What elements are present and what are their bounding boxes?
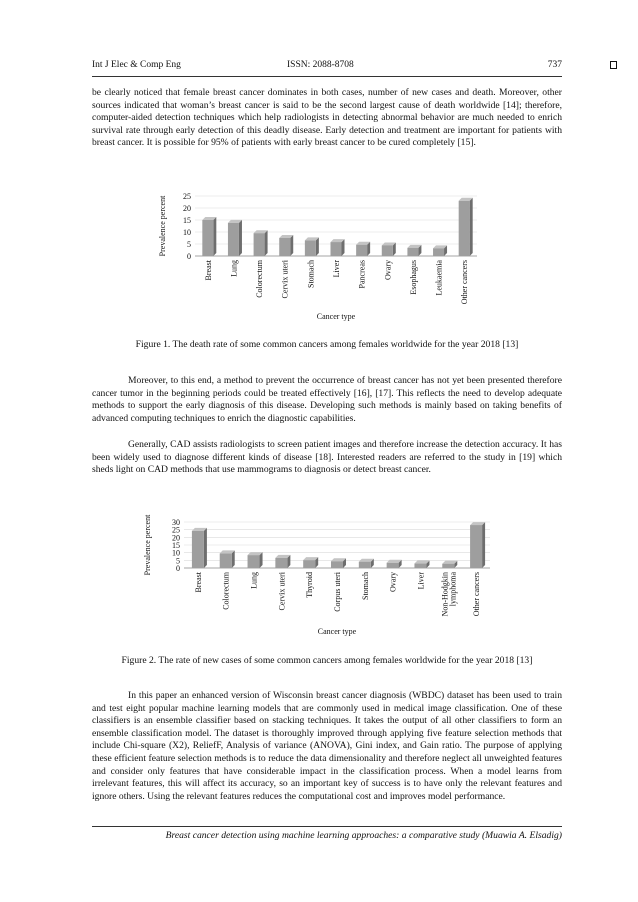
bar-cervix-uteri	[275, 555, 290, 568]
x-tick-label-line: lymphoma	[448, 572, 458, 607]
bar-breast	[202, 217, 216, 256]
paragraph-intro: be clearly noticed that female breast cancer dominates in both cases, number of new cases and death. Moreover, other sources indicated that woman’s breast cancer is said to be the second largest cause of death worldwide [14]; therefore, computer-aided detection techniques which help radiologists in detecting abnormal behavior are much needed to enrich survival rate through early detection of this deadly disease. Early detection and treatment are important for patients with breast cancer. It is possible for 95% of patients with early breast cancer to be cured completely [15].	[92, 87, 562, 149]
bar-thyroid	[303, 557, 318, 568]
bar-front	[254, 233, 265, 256]
checkbox-square-icon	[610, 61, 617, 69]
y-tick-label: 20	[183, 204, 191, 213]
x-tick-label: Pancreas	[357, 260, 367, 289]
y-tick-label: 25	[172, 525, 180, 535]
bar-side	[204, 528, 207, 568]
x-tick-label: Colorectum	[255, 260, 265, 298]
paragraph-prevention: Moreover, to this end, a method to prevent the occurrence of breast cancer has not yet been presented therefore cancer tumor in the beginning periods could be treated effectively [16], [17]. This reflects the need to develop adequate methods to support the early diagnosis of this disease. Developing such methods is mainly based on taking benefits of advanced computing techniques to enrich the diagnostic capabilities.	[92, 375, 562, 424]
x-tick-label: Cervix uteri	[277, 572, 287, 611]
y-tick-label: 0	[176, 564, 180, 573]
x-tick-label: Other cancers	[460, 260, 470, 305]
bar-stomach	[359, 559, 374, 568]
bar-front	[331, 242, 342, 256]
x-axis-label: Cancer type	[317, 627, 357, 636]
y-tick-label: 15	[183, 216, 191, 225]
bar-front	[192, 531, 204, 568]
bar-side	[290, 235, 293, 256]
y-axis-label: Prevalence percent	[143, 514, 152, 576]
figure-2-caption: Figure 2. The rate of new cases of some common cancers among females worldwide for the year 2018 [13]	[121, 655, 533, 666]
x-tick-label: Esophagus	[408, 260, 418, 295]
bar-liver	[331, 239, 345, 256]
y-tick-label: 15	[172, 541, 180, 550]
y-tick-label: 5	[176, 556, 180, 566]
bar-other-cancers	[470, 522, 485, 568]
bar-stomach	[305, 237, 319, 256]
x-tick-label: Other cancers	[472, 572, 482, 617]
bar-side	[470, 198, 473, 256]
bar-breast	[192, 528, 207, 568]
bar-front	[305, 240, 316, 256]
paragraph-method: In this paper an enhanced version of Wisconsin breast cancer diagnosis (WBDC) dataset has been used to train and test eight popular machine learning models that are commonly used in medical image classification. One of these classifiers is an ensemble classifier based on stacking techniques. It takes the output of all other classifiers to form an ensemble classification model. The dataset is thoroughly improved through applying five feature selection methods that include Chi-square (X2), ReliefF, Analysis of variance (ANOVA), Gini index, and Gain ratio. The purpose of applying these efficient feature selection methods is to reduce the data dimensionality and therefore neglect all unweighted features and consider only features that have considerable impact in the classification process. When a model learns from irrelevant features, this will affect its accuracy, so an important key of success is to have only the relevant features and ignore others. Using the relevant features reduces the computational cost and improves model performance.	[92, 690, 562, 802]
bar-liver	[414, 561, 429, 568]
x-tick-label: Ovary	[388, 572, 398, 592]
x-tick-label: Stomach	[360, 572, 370, 600]
bar-side	[316, 237, 319, 256]
x-tick-label: Liver	[332, 260, 341, 278]
y-tick-label: 10	[172, 548, 180, 558]
bar-front	[279, 238, 290, 256]
bar-front	[228, 223, 239, 256]
y-tick-label: 10	[183, 228, 191, 237]
bar-front	[275, 558, 287, 568]
bar-ovary	[382, 242, 396, 256]
page-number: 737	[547, 60, 562, 70]
bar-pancreas	[356, 242, 370, 256]
x-tick-label: Corpus uteri	[333, 572, 342, 612]
bar-front	[220, 553, 232, 568]
bar-leukaemia	[433, 245, 447, 256]
issn: ISSN: 2088-8708	[287, 60, 354, 70]
x-tick-label: Colorectum	[221, 572, 231, 610]
bar-lung	[228, 220, 242, 256]
bar-side	[482, 522, 485, 568]
bar-other-cancers	[459, 198, 473, 256]
bar-lung	[248, 552, 263, 568]
bar-front	[303, 560, 315, 568]
x-tick-label: Lung	[249, 572, 259, 589]
bar-front	[442, 564, 454, 568]
bar-front	[414, 564, 426, 568]
bar-colorectum	[254, 230, 268, 256]
figure-1-chart	[155, 182, 495, 324]
bar-front	[202, 220, 213, 256]
page-header	[92, 60, 562, 74]
header-divider	[92, 76, 562, 77]
x-tick-label	[440, 572, 457, 617]
page-footer: Breast cancer detection using machine learning approaches: a comparative study (Muawia A. Elsadig)	[165, 830, 562, 841]
x-tick-label: Liver	[416, 572, 426, 590]
y-tick-label: 5	[187, 240, 191, 249]
bar-front	[359, 562, 371, 568]
bar-cervix-uteri	[279, 235, 293, 256]
bar-front	[382, 245, 393, 256]
figure-1-caption: Figure 1. The death rate of some common cancers among females worldwide for the year 2018 [13]	[135, 339, 519, 350]
bar-front	[459, 201, 470, 256]
x-axis-label: Cancer type	[316, 312, 356, 321]
y-tick-label: 0	[187, 252, 191, 261]
bar-ovary	[387, 560, 402, 568]
x-tick-label: Breast	[193, 572, 203, 593]
bar-side	[232, 550, 235, 568]
bar-front	[331, 561, 343, 568]
y-tick-label: 25	[183, 192, 191, 201]
x-tick-label: Thyroid	[305, 572, 315, 598]
bar-side	[213, 217, 216, 256]
x-tick-label: Leukaemia	[434, 260, 444, 296]
x-tick-label: Lung	[229, 260, 239, 277]
bar-corpus-uteri	[331, 558, 346, 568]
y-axis-label: Prevalence percent	[158, 195, 167, 257]
x-tick-label: Stomach	[306, 260, 316, 288]
y-tick-label: 30	[172, 518, 180, 527]
x-tick-label: Ovary	[383, 260, 393, 280]
footer-divider	[92, 826, 562, 827]
bar-side	[265, 230, 268, 256]
bar-front	[470, 525, 482, 568]
x-tick-label: Breast	[203, 260, 213, 281]
bar-front	[407, 248, 418, 256]
paragraph-cad: Generally, CAD assists radiologists to screen patient images and therefore increase the detection accuracy. It has been widely used to diagnose different kinds of disease [18]. Interested readers are referred to the study in [19] which sheds light on CAD methods that use mammograms to diagnosis or detect breast cancer.	[92, 439, 562, 476]
x-tick-label-line: Non-Hodgkin	[440, 572, 450, 617]
figure-2-chart	[140, 512, 500, 642]
bar-non-hodgkin-lymphoma	[442, 561, 457, 568]
bar-front	[356, 245, 367, 256]
y-tick-label: 20	[172, 533, 180, 543]
bar-front	[433, 248, 444, 256]
bar-front	[387, 563, 399, 568]
bar-side	[239, 220, 242, 256]
bar-esophagus	[407, 245, 421, 256]
bar-front	[248, 555, 260, 568]
bar-colorectum	[220, 550, 235, 568]
x-tick-label: Cervix uteri	[280, 260, 290, 299]
journal-name: Int J Elec & Comp Eng	[92, 60, 181, 70]
